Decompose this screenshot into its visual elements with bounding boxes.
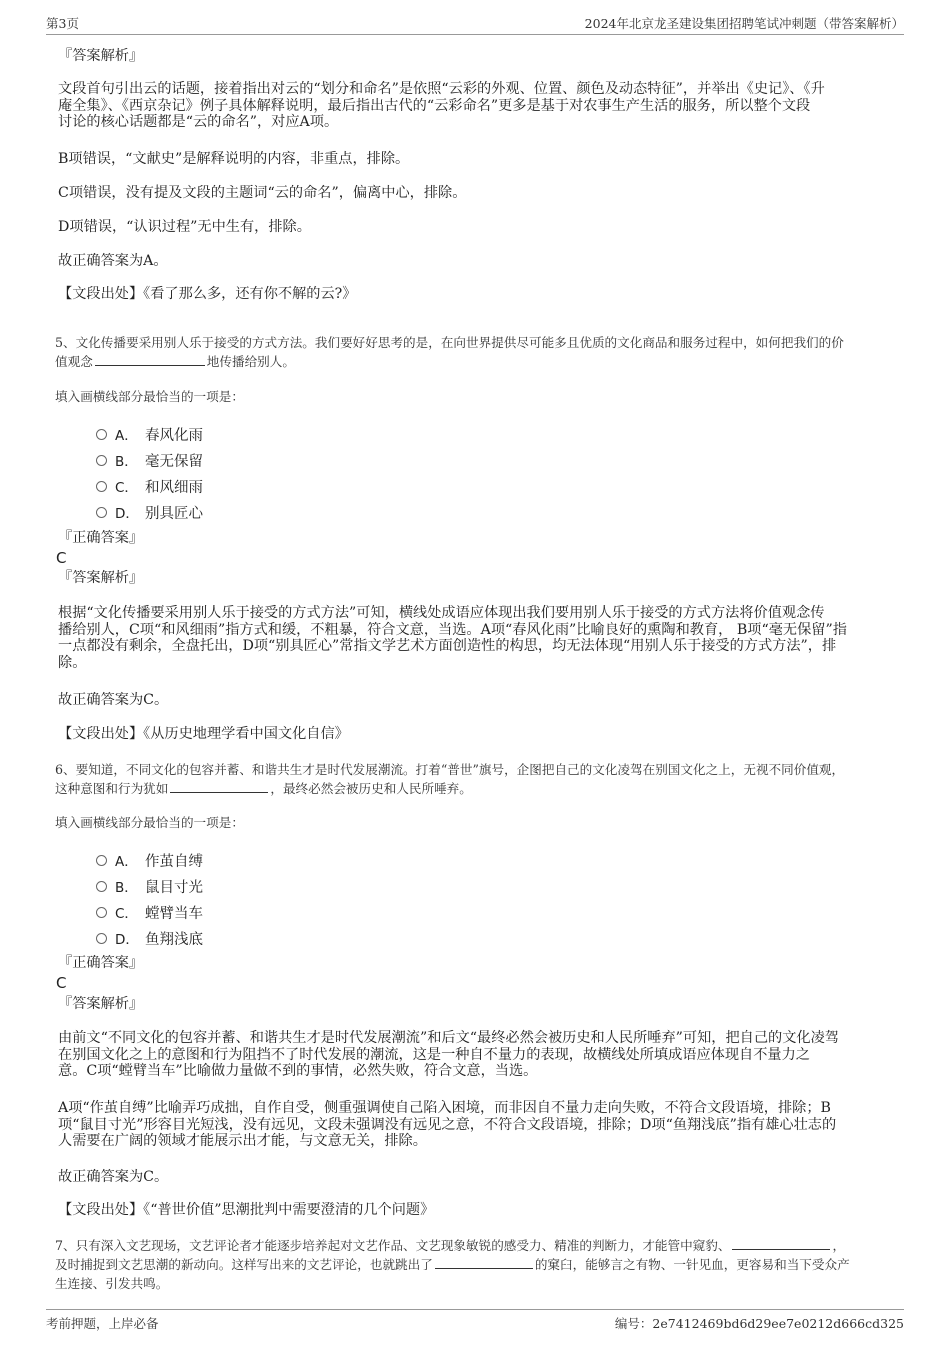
- question-6-prompt: 填入画横线部分最恰当的一项是：: [55, 815, 244, 830]
- fill-blank: [732, 1237, 830, 1250]
- analysis-line: 播给别人，C项“和风细雨”指方式和缓，不粗暴，符合文意，当选。A项“春风化雨”比喻良好的熏陶和教育， B项“毫无保留”指: [58, 621, 847, 638]
- analysis-line: A项“作茧自缚”比喻弄巧成拙，自作自受，侧重强调使自己陷入困境，而非因自不量力走向失败，不符合文段语境，排除；B: [58, 1100, 831, 1116]
- option-text: 别具匠心: [145, 506, 203, 522]
- analysis-label: 『答案解析』: [58, 996, 144, 1012]
- radio-icon[interactable]: [96, 455, 107, 466]
- stem-text: 7、只有深入文艺现场，文艺评论者才能逐步培养起对文艺作品、文艺现象敏锐的感受力、精准的判断力，才能管中窥豹、: [55, 1238, 731, 1253]
- q6-option-c[interactable]: [96, 902, 203, 922]
- radio-icon[interactable]: [96, 507, 107, 518]
- page-footer: [46, 1309, 904, 1334]
- option-text: 螳臂当车: [145, 906, 203, 922]
- fill-blank: [435, 1256, 533, 1269]
- correct-answer: C: [56, 549, 67, 567]
- analysis-line: 在别国文化之上的意图和行为阻挡不了时代发展的潮流，这是一种自不量力的表现，故横线处所填成语应体现自不量力之: [58, 1046, 810, 1063]
- option-text: 鼠目寸光: [145, 880, 203, 896]
- page-header: [46, 14, 904, 35]
- q6-option-a[interactable]: [96, 850, 203, 870]
- q5-option-c[interactable]: [96, 476, 203, 496]
- option-text: 作茧自缚: [145, 854, 203, 870]
- option-letter: C．: [115, 480, 138, 496]
- option-letter: D．: [115, 932, 139, 948]
- stem-line: [55, 1236, 895, 1255]
- correct-answer-label: 『正确答案』: [58, 955, 144, 971]
- stem-line: 6、要知道，不同文化的包容并蓄、和谐共生才是时代发展潮流。打着“普世”旗号，企图把自己的文化凌驾在别国文化之上，无视不同价值观，: [55, 762, 845, 777]
- source-citation: 【文段出处】《看了那么多，还有你不解的云?》: [58, 286, 357, 302]
- answer-conclusion: 故正确答案为C。: [58, 1169, 169, 1185]
- analysis-line: 意。C项“螳臂当车”比喻做力量做不到的事情，必然失败，符合文意，当选。: [58, 1063, 538, 1079]
- option-d-explanation: D项错误，“认识过程”无中生有，排除。: [58, 219, 311, 235]
- question-5-stem: [55, 333, 895, 371]
- option-letter: D．: [115, 506, 139, 522]
- q6-option-b[interactable]: [96, 876, 203, 896]
- answer-conclusion: 故正确答案为C。: [58, 692, 169, 708]
- stem-line: [55, 352, 895, 371]
- radio-icon[interactable]: [96, 429, 107, 440]
- radio-icon[interactable]: [96, 933, 107, 944]
- stem-line: [55, 1255, 895, 1274]
- option-b-explanation: B项错误，“文献史”是解释说明的内容，非重点，排除。: [58, 151, 410, 167]
- analysis-paragraph: [58, 1030, 896, 1080]
- footer-slogan: 考前押题，上岸必备: [46, 1316, 159, 1331]
- q5-option-a[interactable]: [96, 424, 203, 444]
- option-text: 毫无保留: [145, 454, 203, 470]
- stem-text: ，: [832, 1238, 846, 1253]
- stem-line: 生连接、引发共鸣。: [55, 1276, 169, 1291]
- q5-option-b[interactable]: [96, 450, 203, 470]
- analysis-line: 项“鼠目寸光”形容目光短浅，没有远见，文段未强调没有远见之意，不符合文段语境，排除；D项“鱼翔浅底”指有雄心壮志的: [58, 1116, 837, 1133]
- stem-text: 地传播给别人。: [206, 354, 295, 369]
- option-text: 春风化雨: [145, 428, 203, 444]
- option-letter: B．: [115, 454, 138, 470]
- analysis-line: 一点都没有剩余，全盘托出，D项“别具匠心”常指文学艺术方面创造性的构思，均无法体现“用别人乐于接受的方式方法”，排: [58, 638, 837, 654]
- analysis-paragraph: [58, 605, 896, 671]
- correct-answer-label: 『正确答案』: [58, 530, 144, 546]
- analysis-paragraph: [58, 1100, 896, 1150]
- analysis-line: 讨论的核心话题都是“云的命名”，对应A项。: [58, 114, 339, 130]
- stem-line: [55, 779, 895, 798]
- analysis-line: 文段首句引出云的话题，接着指出对云的“划分和命名”是依照“云彩的外观、位置、颜色及动态特征”，并举出《史记》、《升: [58, 81, 825, 97]
- stem-text: 值观念: [55, 354, 93, 369]
- analysis-line: 庵全集》、《西京杂记》例子具体解释说明，最后指出古代的“云彩命名”更多是基于对农事生产生活的服务，所以整个文段: [58, 97, 811, 114]
- fill-blank: [95, 353, 205, 366]
- question-7-stem: [55, 1236, 895, 1293]
- radio-icon[interactable]: [96, 481, 107, 492]
- stem-text: 及时捕捉到文艺思潮的新动向。这样写出来的文艺评论，也就跳出了: [55, 1257, 433, 1272]
- stem-text: 的窠臼，能够言之有物、一针见血，更容易和当下受众产: [534, 1257, 850, 1272]
- analysis-line: 人需要在广阔的领域才能展示出才能，与文意无关，排除。: [58, 1133, 427, 1149]
- option-letter: B．: [115, 880, 138, 896]
- stem-text: 这种意图和行为犹如: [55, 781, 169, 796]
- option-letter: A．: [115, 854, 138, 870]
- option-c-explanation: C项错误，没有提及文段的主题词“云的命名”，偏离中心，排除。: [58, 185, 467, 201]
- page-number: 第3页: [46, 16, 79, 31]
- fill-blank: [170, 780, 268, 793]
- answer-conclusion: 故正确答案为A。: [58, 253, 168, 269]
- analysis-line: 由前文“不同文化的包容并蓄、和谐共生才是时代发展潮流”和后文“最终必然会被历史和人民所唾弃”可知，把自己的文化凌驾: [58, 1030, 839, 1046]
- option-letter: A．: [115, 428, 138, 444]
- stem-line: 5、文化传播要采用别人乐于接受的方式方法。我们要好好思考的是，在向世界提供尽可能多且优质的文化商品和服务过程中，如何把我们的价: [55, 335, 844, 350]
- option-text: 鱼翔浅底: [145, 932, 203, 948]
- option-letter: C．: [115, 906, 138, 922]
- analysis-line: 根据“文化传播要采用别人乐于接受的方式方法”可知，横线处成语应体现出我们要用别人乐于接受的方式方法将价值观念传: [58, 605, 825, 621]
- source-citation: 【文段出处】《“普世价值”思潮批判中需要澄清的几个问题》: [58, 1202, 435, 1218]
- document-title: 2024年北京龙圣建设集团招聘笔试冲刺题（带答案解析）: [584, 16, 904, 31]
- radio-icon[interactable]: [96, 881, 107, 892]
- document-code: 编号：2e7412469bd6d29ee7e0212d666cd325: [614, 1316, 904, 1331]
- radio-icon[interactable]: [96, 907, 107, 918]
- analysis-label: 『答案解析』: [58, 48, 144, 64]
- q5-option-d[interactable]: [96, 502, 203, 522]
- analysis-line: 除。: [58, 654, 87, 671]
- stem-text: ，最终必然会被历史和人民所唾弃。: [270, 781, 472, 796]
- option-text: 和风细雨: [145, 480, 203, 496]
- analysis-paragraph: [58, 81, 896, 131]
- question-6-stem: [55, 760, 895, 798]
- radio-icon[interactable]: [96, 855, 107, 866]
- correct-answer: C: [56, 974, 67, 992]
- question-5-prompt: 填入画横线部分最恰当的一项是：: [55, 389, 244, 404]
- source-citation: 【文段出处】《从历史地理学看中国文化自信》: [58, 726, 349, 742]
- analysis-label: 『答案解析』: [58, 570, 144, 586]
- q6-option-d[interactable]: [96, 928, 203, 948]
